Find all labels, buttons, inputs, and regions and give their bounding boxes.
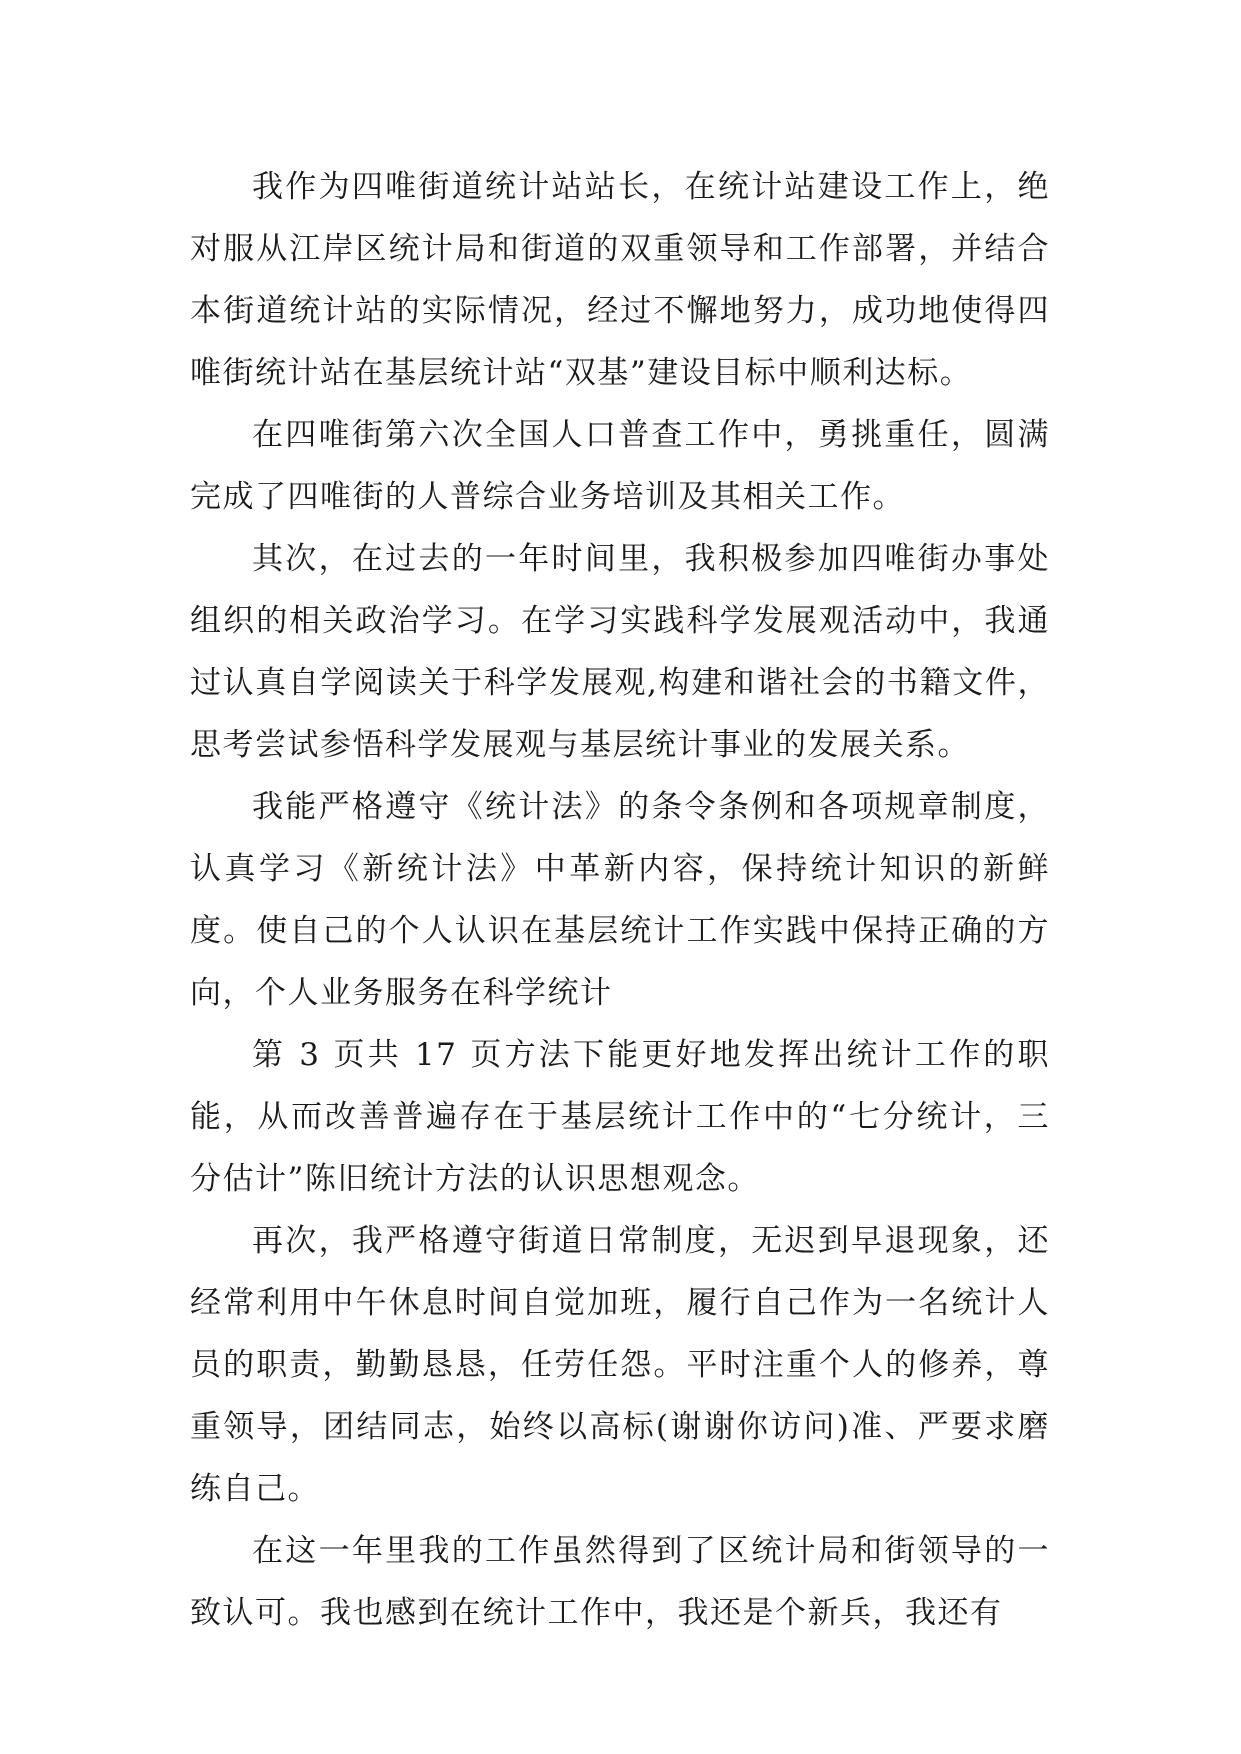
paragraph-3: 其次，在过去的一年时间里，我积极参加四唯街办事处组织的相关政治学习。在学习实践科学发展观活动中，我通过认真自学阅读关于科学发展观,构建和谐社会的书籍文件，思考尝试参悟科学发展观与基层统计事业的发展关系。 (190, 541, 1050, 763)
paragraph-7: 在这一年里我的工作虽然得到了区统计局和街领导的一致认可。我也感到在统计工作中，我还是个新兵，我还有 (190, 1533, 1050, 1631)
paragraph-4: 我能严格遵守《统计法》的条令条例和各项规章制度，认真学习《新统计法》中革新内容，保持统计知识的新鲜度。使自己的个人认识在基层统计工作实践中保持正确的方向，个人业务服务在科学统计 (190, 789, 1050, 1011)
document-body (190, 156, 1050, 1644)
paragraph-6: 再次，我严格遵守街道日常制度，无迟到早退现象，还经常利用中午休息时间自觉加班，履行自己作为一名统计人员的职责，勤勤恳恳，任劳任怨。平时注重个人的修养，尊重领导，团结同志，始终以高标(谢谢你访问)准、严要求磨练自己。 (190, 1223, 1050, 1507)
paragraph-2: 在四唯街第六次全国人口普查工作中，勇挑重任，圆满完成了四唯街的人普综合业务培训及其相关工作。 (190, 417, 1050, 515)
paragraph-1: 我作为四唯街道统计站站长，在统计站建设工作上，绝对服从江岸区统计局和街道的双重领导和工作部署，并结合本街道统计站的实际情况，经过不懈地努力，成功地使得四唯街统计站在基层统计站“双基”建设目标中顺利达标。 (190, 169, 1050, 391)
paragraph-5: 第 3 页共 17 页方法下能更好地发挥出统计工作的职能，从而改善普遍存在于基层统计工作中的“七分统计，三分估计”陈旧统计方法的认识思想观念。 (190, 1037, 1050, 1197)
